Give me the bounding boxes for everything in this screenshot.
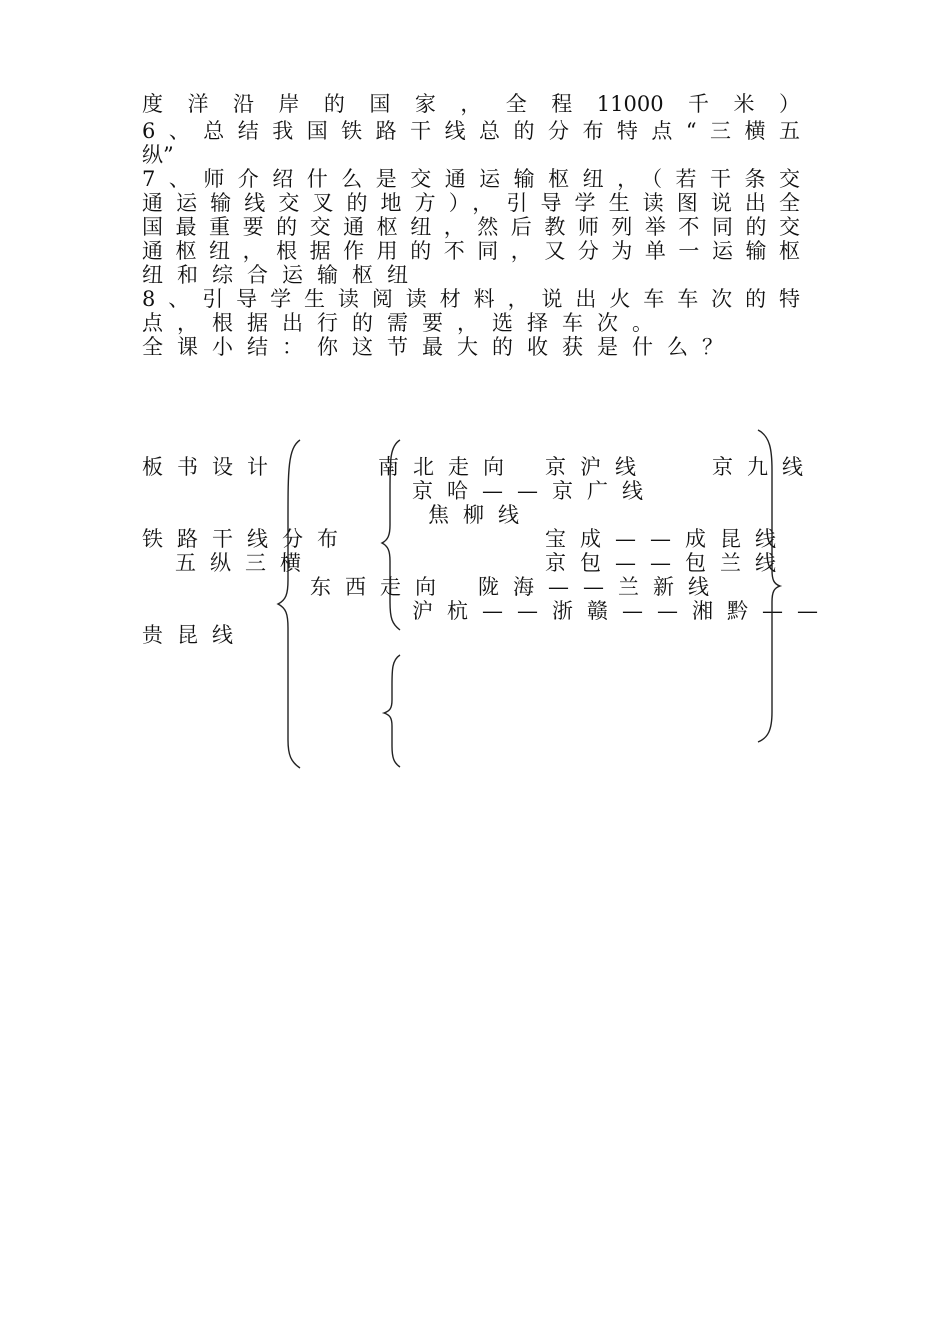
- text-line: 8、引导学生读阅读材料，说出火车车次的特: [142, 287, 800, 311]
- ns-label: 南北走向: [378, 455, 518, 479]
- right-brace: [758, 430, 780, 742]
- text-line: 通运输线交叉的地方），引导学生读图说出全: [142, 191, 800, 215]
- text-line: 6、总结我国铁路干线总的分布特点“三横五: [142, 119, 800, 143]
- rail-line: 京哈——京广线: [412, 479, 657, 503]
- rail-line: 沪杭——浙赣——湘黔——: [412, 599, 832, 623]
- left-brace-lower: [384, 655, 400, 767]
- text-line: 国最重要的交通枢纽，然后教师列举不同的交: [142, 215, 800, 239]
- board-title: 板书设计: [142, 455, 282, 479]
- text-line: 全课小结：你这节最大的收获是什么？: [142, 335, 737, 359]
- left-brace-upper: [382, 440, 400, 630]
- text-line: 通枢纽，根据作用的不同，又分为单一运输枢: [142, 239, 800, 263]
- rail-line: 宝成——成昆线: [545, 527, 790, 551]
- board-topic-sub: 五纵三横: [175, 551, 315, 575]
- text-line: 纵”: [142, 143, 174, 167]
- text-line: 纽和综合运输枢纽: [142, 263, 422, 287]
- rail-line: 京九线: [712, 455, 817, 479]
- rail-line: 贵昆线: [142, 623, 247, 647]
- board-topic: 铁路干线分布: [142, 527, 352, 551]
- left-brace-large: [278, 440, 300, 768]
- rail-line: 京包——包兰线: [545, 551, 790, 575]
- rail-line: 京沪线: [545, 455, 650, 479]
- ew-label: 东西走向: [310, 575, 450, 599]
- text-line: 点，根据出行的需要，选择车次。: [142, 311, 667, 335]
- rail-line: 陇海——兰新线: [478, 575, 723, 599]
- text-line: 度洋沿岸的国家，全程11000千米）: [142, 92, 800, 116]
- rail-line: 焦柳线: [428, 503, 533, 527]
- text-line: 7、师介绍什么是交通运输枢纽，（若干条交: [142, 167, 800, 191]
